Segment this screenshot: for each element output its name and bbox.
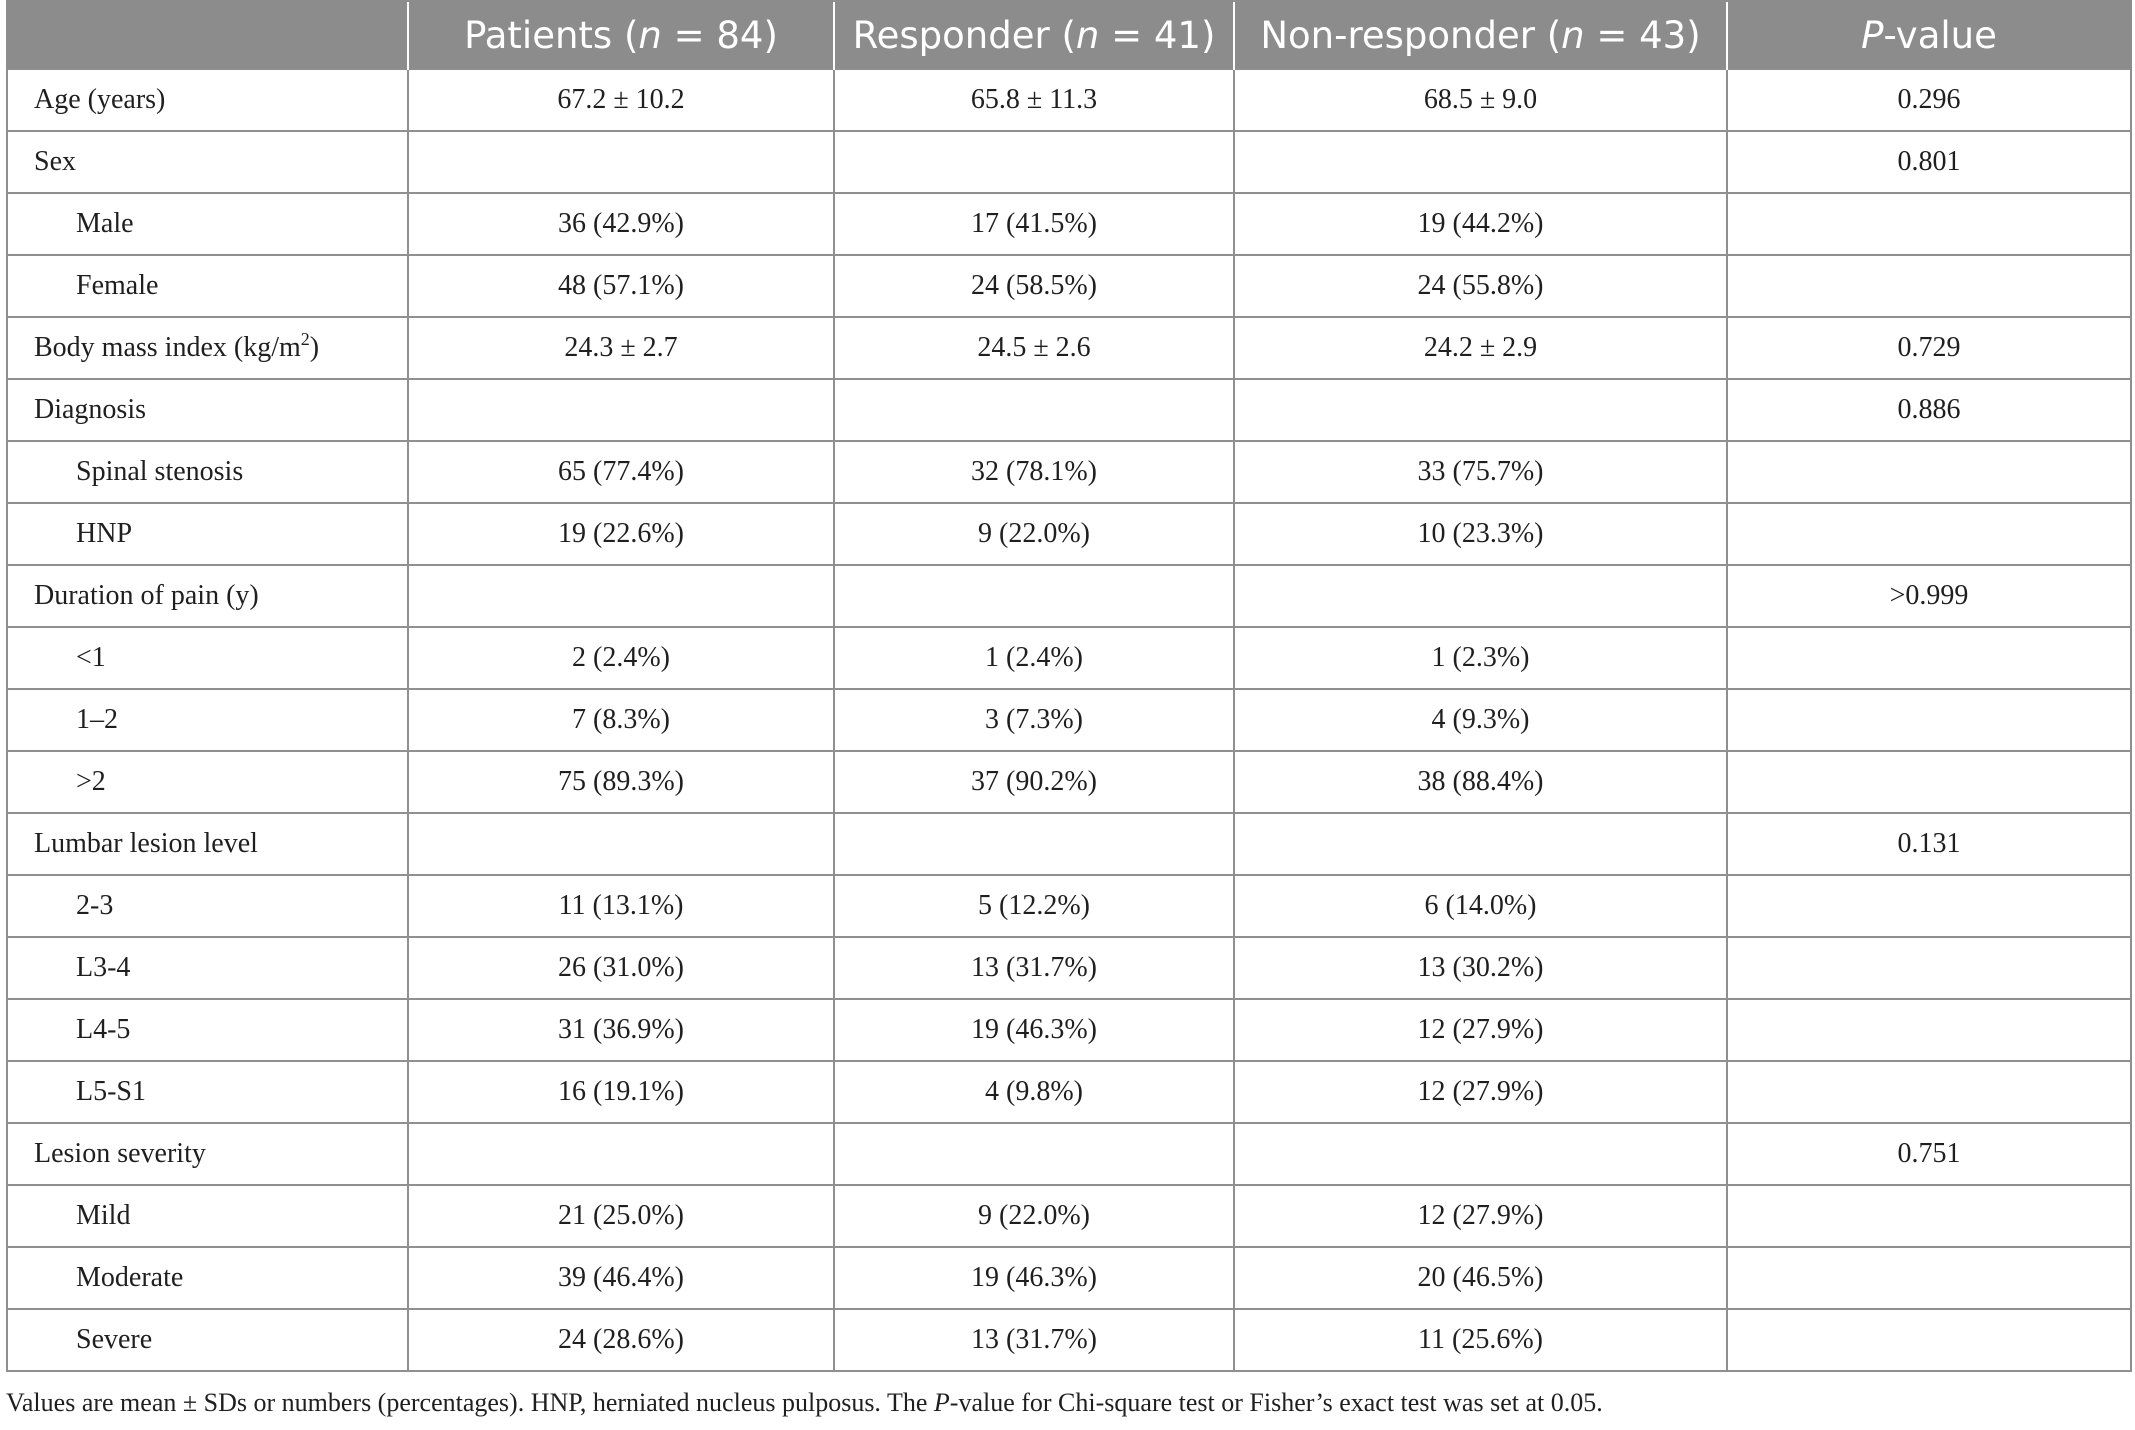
row-label-cell bbox=[7, 627, 408, 689]
header-italic: n bbox=[1561, 13, 1585, 57]
table-row bbox=[7, 999, 2131, 1061]
table-cell: 37 (90.2%) bbox=[834, 751, 1234, 813]
header-italic: n bbox=[638, 13, 662, 57]
table-cell: 32 (78.1%) bbox=[834, 441, 1234, 503]
header-cell-3 bbox=[1234, 1, 1727, 69]
table-row bbox=[7, 503, 2131, 565]
table-cell: 9 (22.0%) bbox=[834, 503, 1234, 565]
table-cell bbox=[834, 131, 1234, 193]
header-cell-0 bbox=[7, 1, 408, 69]
table-cell bbox=[1727, 937, 2131, 999]
header-cell-4 bbox=[1727, 1, 2131, 69]
row-label-cell bbox=[7, 255, 408, 317]
table-cell bbox=[1234, 1123, 1727, 1185]
row-label-cell bbox=[7, 441, 408, 503]
table-cell: >0.999 bbox=[1727, 565, 2131, 627]
table-cell: 5 (12.2%) bbox=[834, 875, 1234, 937]
table-row bbox=[7, 689, 2131, 751]
patient-characteristics-table bbox=[6, 0, 2132, 1372]
row-label: L3-4 bbox=[76, 952, 131, 983]
row-label: 1–2 bbox=[76, 704, 118, 735]
table-cell: 19 (46.3%) bbox=[834, 999, 1234, 1061]
header-cell-1 bbox=[408, 1, 834, 69]
table-row bbox=[7, 193, 2131, 255]
table-cell: 4 (9.3%) bbox=[1234, 689, 1727, 751]
table-cell: 24 (55.8%) bbox=[1234, 255, 1727, 317]
table-cell: 0.296 bbox=[1727, 69, 2131, 131]
table-cell: 38 (88.4%) bbox=[1234, 751, 1727, 813]
table-cell: 13 (31.7%) bbox=[834, 1309, 1234, 1371]
row-label-cell bbox=[7, 379, 408, 441]
row-label: Severe bbox=[76, 1324, 153, 1355]
characteristics-table-container bbox=[6, 0, 2130, 1372]
row-label-cell bbox=[7, 193, 408, 255]
row-label-cell bbox=[7, 875, 408, 937]
table-header bbox=[7, 1, 2131, 69]
row-label: Mild bbox=[76, 1200, 131, 1231]
table-row bbox=[7, 1061, 2131, 1123]
table-cell: 19 (46.3%) bbox=[834, 1247, 1234, 1309]
table-cell: 0.886 bbox=[1727, 379, 2131, 441]
table-cell bbox=[1727, 441, 2131, 503]
footnote-text-start: Values are mean ± SDs or numbers (percentages). HNP, herniated nucleus pulposus. The bbox=[6, 1388, 934, 1417]
table-cell bbox=[1727, 751, 2131, 813]
table-row bbox=[7, 441, 2131, 503]
row-label: Male bbox=[76, 208, 134, 239]
table-cell bbox=[1727, 1061, 2131, 1123]
header-cell-2 bbox=[834, 1, 1234, 69]
table-cell bbox=[1727, 503, 2131, 565]
table-row bbox=[7, 1247, 2131, 1309]
row-label: Female bbox=[76, 270, 159, 301]
table-cell: 65 (77.4%) bbox=[408, 441, 834, 503]
table-cell: 1 (2.4%) bbox=[834, 627, 1234, 689]
table-cell: 12 (27.9%) bbox=[1234, 999, 1727, 1061]
row-label-cell bbox=[7, 1061, 408, 1123]
row-label-cell bbox=[7, 813, 408, 875]
table-cell bbox=[834, 1123, 1234, 1185]
table-cell: 20 (46.5%) bbox=[1234, 1247, 1727, 1309]
row-label-cell bbox=[7, 317, 408, 379]
table-cell: 39 (46.4%) bbox=[408, 1247, 834, 1309]
header-row bbox=[7, 1, 2131, 69]
table-cell: 19 (44.2%) bbox=[1234, 193, 1727, 255]
row-label: Lumbar lesion level bbox=[34, 828, 258, 859]
table-cell: 24.2 ± 2.9 bbox=[1234, 317, 1727, 379]
header-italic: n bbox=[1075, 13, 1100, 57]
table-cell bbox=[1727, 1247, 2131, 1309]
table-cell bbox=[1727, 875, 2131, 937]
row-label: Age (years) bbox=[34, 84, 166, 115]
table-cell: 24.5 ± 2.6 bbox=[834, 317, 1234, 379]
row-label: Spinal stenosis bbox=[76, 456, 244, 487]
row-label-cell bbox=[7, 1247, 408, 1309]
table-cell bbox=[408, 131, 834, 193]
header-italic: P bbox=[1861, 13, 1884, 57]
table-footnote bbox=[6, 1388, 1603, 1418]
table-cell: 19 (22.6%) bbox=[408, 503, 834, 565]
table-cell: 0.801 bbox=[1727, 131, 2131, 193]
table-cell bbox=[1727, 1309, 2131, 1371]
row-label: <1 bbox=[76, 642, 106, 673]
table-cell: 31 (36.9%) bbox=[408, 999, 834, 1061]
table-cell: 2 (2.4%) bbox=[408, 627, 834, 689]
row-label: HNP bbox=[76, 518, 133, 549]
table-cell: 68.5 ± 9.0 bbox=[1234, 69, 1727, 131]
header-text: Non-responder ( bbox=[1260, 13, 1562, 57]
row-label: L5-S1 bbox=[76, 1076, 146, 1107]
row-label-cell bbox=[7, 689, 408, 751]
row-label-cell bbox=[7, 999, 408, 1061]
table-cell: 13 (30.2%) bbox=[1234, 937, 1727, 999]
header-text: Patients ( bbox=[464, 13, 639, 57]
table-cell: 10 (23.3%) bbox=[1234, 503, 1727, 565]
header-suffix: = 43) bbox=[1584, 13, 1701, 57]
table-cell bbox=[834, 565, 1234, 627]
table-cell bbox=[1727, 193, 2131, 255]
table-cell: 0.131 bbox=[1727, 813, 2131, 875]
row-label: Diagnosis bbox=[34, 394, 146, 425]
table-cell: 12 (27.9%) bbox=[1234, 1061, 1727, 1123]
header-text: Responder ( bbox=[852, 13, 1076, 57]
row-label-cell bbox=[7, 1185, 408, 1247]
row-label: L4-5 bbox=[76, 1014, 131, 1045]
table-row bbox=[7, 131, 2131, 193]
table-cell: 6 (14.0%) bbox=[1234, 875, 1727, 937]
table-cell: 9 (22.0%) bbox=[834, 1185, 1234, 1247]
table-cell bbox=[408, 813, 834, 875]
table-row bbox=[7, 1185, 2131, 1247]
table-row bbox=[7, 1309, 2131, 1371]
table-row bbox=[7, 751, 2131, 813]
table-cell: 67.2 ± 10.2 bbox=[408, 69, 834, 131]
table-row bbox=[7, 317, 2131, 379]
table-cell bbox=[408, 565, 834, 627]
table-cell: 4 (9.8%) bbox=[834, 1061, 1234, 1123]
table-cell bbox=[834, 379, 1234, 441]
header-suffix: = 41) bbox=[1099, 13, 1216, 57]
row-label-cell bbox=[7, 1309, 408, 1371]
row-label: Body mass index (kg/m bbox=[34, 332, 301, 363]
table-cell: 3 (7.3%) bbox=[834, 689, 1234, 751]
row-label-cell bbox=[7, 751, 408, 813]
table-cell bbox=[408, 1123, 834, 1185]
table-cell: 24 (58.5%) bbox=[834, 255, 1234, 317]
table-cell: 11 (13.1%) bbox=[408, 875, 834, 937]
table-cell: 0.729 bbox=[1727, 317, 2131, 379]
table-body bbox=[7, 69, 2131, 1371]
table-cell bbox=[1234, 813, 1727, 875]
table-cell bbox=[834, 813, 1234, 875]
table-row bbox=[7, 379, 2131, 441]
row-label: Lesion severity bbox=[34, 1138, 206, 1169]
table-row bbox=[7, 813, 2131, 875]
footnote-p-italic: P bbox=[933, 1388, 950, 1417]
row-label-cell bbox=[7, 937, 408, 999]
table-cell: 12 (27.9%) bbox=[1234, 1185, 1727, 1247]
row-label-cell bbox=[7, 1123, 408, 1185]
row-label-suffix: ) bbox=[309, 332, 320, 363]
table-row bbox=[7, 565, 2131, 627]
table-cell: 24.3 ± 2.7 bbox=[408, 317, 834, 379]
row-label: Sex bbox=[34, 146, 76, 177]
table-row bbox=[7, 875, 2131, 937]
header-suffix: -value bbox=[1883, 13, 1997, 57]
table-cell bbox=[1727, 627, 2131, 689]
table-cell: 24 (28.6%) bbox=[408, 1309, 834, 1371]
table-cell: 7 (8.3%) bbox=[408, 689, 834, 751]
row-label: 2-3 bbox=[76, 890, 114, 921]
table-cell: 21 (25.0%) bbox=[408, 1185, 834, 1247]
row-label-cell bbox=[7, 503, 408, 565]
table-cell bbox=[1234, 379, 1727, 441]
table-cell: 17 (41.5%) bbox=[834, 193, 1234, 255]
row-label: Duration of pain (y) bbox=[34, 580, 259, 611]
table-cell: 16 (19.1%) bbox=[408, 1061, 834, 1123]
table-row bbox=[7, 1123, 2131, 1185]
table-row bbox=[7, 255, 2131, 317]
header-suffix: = 84) bbox=[661, 13, 778, 57]
row-label: Moderate bbox=[76, 1262, 184, 1293]
row-label-cell bbox=[7, 69, 408, 131]
table-cell bbox=[408, 379, 834, 441]
table-cell: 0.751 bbox=[1727, 1123, 2131, 1185]
table-cell: 1 (2.3%) bbox=[1234, 627, 1727, 689]
table-cell bbox=[1727, 689, 2131, 751]
table-cell: 48 (57.1%) bbox=[408, 255, 834, 317]
row-label-cell bbox=[7, 565, 408, 627]
table-cell bbox=[1234, 565, 1727, 627]
row-label-cell bbox=[7, 131, 408, 193]
table-cell bbox=[1727, 1185, 2131, 1247]
table-cell bbox=[1234, 131, 1727, 193]
table-cell bbox=[1727, 255, 2131, 317]
table-cell bbox=[1727, 999, 2131, 1061]
table-cell: 26 (31.0%) bbox=[408, 937, 834, 999]
row-label-superscript: 2 bbox=[300, 329, 310, 349]
row-label: >2 bbox=[76, 766, 106, 797]
table-cell: 75 (89.3%) bbox=[408, 751, 834, 813]
table-row bbox=[7, 69, 2131, 131]
table-row bbox=[7, 627, 2131, 689]
table-cell: 13 (31.7%) bbox=[834, 937, 1234, 999]
table-row bbox=[7, 937, 2131, 999]
table-cell: 36 (42.9%) bbox=[408, 193, 834, 255]
table-cell: 65.8 ± 11.3 bbox=[834, 69, 1234, 131]
footnote-text-end: -value for Chi-square test or Fisher’s exact test was set at 0.05. bbox=[949, 1388, 1603, 1417]
table-cell: 33 (75.7%) bbox=[1234, 441, 1727, 503]
table-cell: 11 (25.6%) bbox=[1234, 1309, 1727, 1371]
